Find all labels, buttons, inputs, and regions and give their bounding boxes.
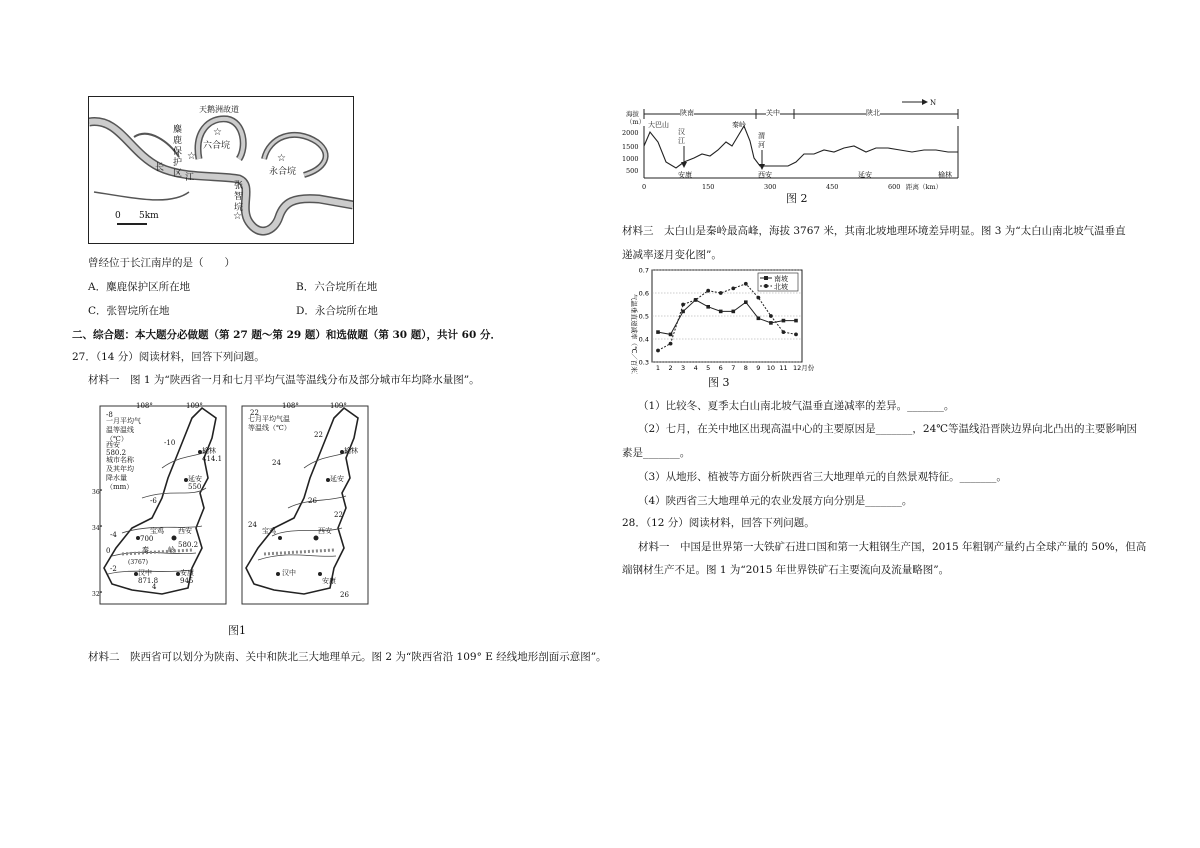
star-icon: ☆ xyxy=(187,151,196,162)
fig3-point-north xyxy=(731,287,735,291)
fig1-jul-iso: 24 xyxy=(272,459,281,467)
fig1-lon-109-r: 109° xyxy=(330,402,347,410)
fig1-jul-iso: 24 xyxy=(248,521,257,529)
fig3-point-south xyxy=(719,310,723,314)
fig2-label-ankang: 安康 xyxy=(678,171,692,179)
fig2-label-weihe: 渭河 xyxy=(758,132,765,149)
fig1-jan-value-yanan: 550 xyxy=(188,483,202,491)
q27-sub2b: 素是_______。 xyxy=(622,447,691,459)
fig3-point-north xyxy=(744,282,748,286)
fig3-point-south xyxy=(782,319,786,323)
fig3-point-south xyxy=(731,310,735,314)
fig3-xtick: 1 xyxy=(655,364,661,372)
fig3-legend-south: 南坡 xyxy=(774,275,788,283)
fig2-label-yulin: 榆林 xyxy=(938,171,952,179)
fig1-jan-iso: 0 xyxy=(106,547,111,555)
fig1-lat-34: 34° xyxy=(92,525,103,532)
fig3-point-south xyxy=(656,330,660,334)
fig3-point-south xyxy=(769,321,773,325)
fig3-point-north xyxy=(681,303,685,307)
fig3-legend-north-marker xyxy=(764,284,768,288)
fig3-point-north xyxy=(769,314,773,318)
fig1-lon-108-r: 108° xyxy=(282,402,299,410)
fig2-xtick-0: 0 xyxy=(642,183,647,191)
river-label-milu: 麋鹿保护区 xyxy=(173,125,183,179)
fig1-jul-city-hanzhong: 汉中 xyxy=(282,569,296,577)
q28-material1b: 端钢材生产不足。图 1 为“2015 年世界铁矿石主要流向及流量略图”。 xyxy=(622,564,950,576)
fig3-xtick: 8 xyxy=(743,364,748,372)
fig3-xtick: 6 xyxy=(718,364,723,372)
fig1-jan-city-yanan: 延安 xyxy=(188,475,202,483)
fig3-svg xyxy=(624,266,814,374)
fig3-series-line-south xyxy=(658,300,796,335)
fig3-xtick: 7 xyxy=(731,364,736,372)
fig2-north: N xyxy=(930,99,937,107)
fig3-xtick: 3 xyxy=(681,364,686,372)
fig3-point-north xyxy=(706,289,710,293)
fig3-point-south xyxy=(706,305,710,309)
fig1-jan-iso: -4 xyxy=(110,531,117,539)
fig3-point-south xyxy=(757,317,761,321)
fig1-jan-value-xian: 580.2 xyxy=(178,541,199,549)
fig1-peak-qin: 秦 xyxy=(142,546,149,554)
fig1-jan-city-xian: 西安 xyxy=(178,527,192,535)
fig3-point-north xyxy=(756,296,760,300)
scale-zero: 0 xyxy=(115,211,121,221)
fig1-lat-32: 32° xyxy=(92,591,103,598)
river-map-figure xyxy=(88,96,354,244)
fig2-xtick-300: 300 xyxy=(764,183,777,191)
fig1-legend-city: 西安 xyxy=(106,441,120,449)
fig2-ytick-2000: 2000 xyxy=(622,129,639,137)
fig1-lat-36: 36° xyxy=(92,489,103,496)
fig3-ytick: 0.3 xyxy=(638,358,649,367)
fig3-point-north xyxy=(669,342,673,346)
fig2-label-xian: 西安 xyxy=(758,171,772,179)
fig3-point-north xyxy=(782,330,786,334)
fig2-ytick-1500: 1500 xyxy=(622,143,639,151)
fig3-point-south xyxy=(794,319,798,323)
q27-sub3: （3）从地形、植被等方面分析陕西省三大地理单元的自然景观特征。_______。 xyxy=(638,471,1007,483)
fig1-city-legend: 城市名称及其年均降水量（mm） xyxy=(106,456,134,491)
q26-stem: 曾经位于长江南岸的是（ ） xyxy=(88,257,235,269)
q27-heading: 27．（14 分）阅读材料，回答下列问题。 xyxy=(72,351,265,363)
q26-option-b[interactable]: B．六合垸所在地 xyxy=(296,281,378,293)
fig1-jul-legend: 七月平均气温等温线（℃） xyxy=(248,415,291,432)
fig3-point-north xyxy=(656,349,660,353)
fig2-ytitle: 海拔（m） xyxy=(626,110,646,126)
fig1-maps xyxy=(92,398,372,608)
scale-bar xyxy=(117,223,147,225)
fig3-ytitle: 气温垂直递减率（℃／百米） xyxy=(630,294,638,374)
fig1-lon-108: 108° xyxy=(136,402,153,410)
fig1-jan-city-yulin: 榆林 xyxy=(202,447,216,455)
fig2-ytick-1000: 1000 xyxy=(622,155,639,163)
fig2-region-guanzhong: 关中 xyxy=(766,106,780,120)
fig2-region-shaanbei: 陕北 xyxy=(866,106,880,120)
fig1-jul-city-yulin: 榆林 xyxy=(344,447,358,455)
fig1-jul-city-ankang: 安康 xyxy=(322,577,336,585)
star-icon: ☆ xyxy=(213,127,222,138)
q27-sub4: （4）陕西省三大地理单元的农业发展方向分别是_______。 xyxy=(638,495,913,507)
fig1-jan-city-hanzhong: 汉中 xyxy=(138,569,152,577)
star-icon: ☆ xyxy=(277,153,286,164)
fig3-xtick: 12月份 xyxy=(793,364,814,372)
fig3-ytick: 0.7 xyxy=(638,266,649,275)
fig1-jan-value-hanzhong: 871.8 xyxy=(138,577,159,585)
fig3-point-north xyxy=(694,298,698,302)
section2-heading: 二、综合题：本大题分必做题（第 27 题～第 29 题）和选做题（第 30 题），共计 60 分． xyxy=(72,329,501,341)
fig2-xtick-450: 450 xyxy=(826,183,839,191)
fig2-xlabel: 距离（km） xyxy=(906,183,943,191)
river-label-zhangzhi: 张智垸 xyxy=(234,181,244,213)
fig3-xtick: 5 xyxy=(706,364,711,372)
fig3-point-north xyxy=(794,333,798,337)
fig1-legend-value: 580.2 xyxy=(106,449,127,457)
fig2-profile xyxy=(622,96,966,204)
fig2-caption: 图 2 xyxy=(786,192,808,205)
fig1-jan-city-baoji: 宝鸡 xyxy=(150,527,164,535)
fig1-jan-city-ankang: 安康 xyxy=(180,569,194,577)
q26-option-d[interactable]: D．永合垸所在地 xyxy=(296,305,378,317)
fig3-ytick: 0.6 xyxy=(638,289,649,298)
star-icon: ☆ xyxy=(233,211,242,222)
fig1-jul-iso: 26 xyxy=(340,591,349,599)
fig3-xtick: 10 xyxy=(766,364,776,372)
fig2-label-dabashan: 大巴山 xyxy=(648,121,669,129)
fig1-jul-city-yanan: 延安 xyxy=(330,475,344,483)
fig3-point-south xyxy=(681,310,685,314)
river-label-yonghe: 永合垸 xyxy=(269,167,297,177)
fig2-xtick-150: 150 xyxy=(702,183,715,191)
q27-material1: 材料一 图 1 为“陕西省一月和七月平均气温等温线分布及部分城市年均降水量图”。 xyxy=(88,374,480,386)
river-map-title: 天鹅洲故道 xyxy=(199,105,239,114)
fig1-jan-value-ankang: 945 xyxy=(180,577,194,585)
fig2-ytick-500: 500 xyxy=(626,167,639,175)
fig3-series-line-north xyxy=(658,284,796,351)
fig3-point-north xyxy=(719,291,723,295)
fig3-caption: 图 3 xyxy=(708,376,730,389)
q27-material3-cont: 递减率逐月变化图”。 xyxy=(622,249,722,261)
q28-material1a: 材料一 中国是世界第一大铁矿石进口国和第一大粗钢生产国，2015 年粗钢产量约占全球产量的 50%，但高 xyxy=(638,541,1147,553)
fig3-xtick: 9 xyxy=(756,364,761,372)
fig1-jan-iso-label: -8 xyxy=(106,411,113,419)
fig1-jan-value-yulin: 414.1 xyxy=(202,455,223,463)
q27-sub1: （1）比较冬、夏季太白山南北坡气温垂直递减率的差异。_______。 xyxy=(638,400,955,412)
fig1-jul-iso: 22 xyxy=(314,431,323,439)
fig1-jul-city-baoji: 宝鸡 xyxy=(262,527,276,535)
q27-sub2a: （2）七月，在关中地区出现高温中心的主要原因是_______，24℃等温线沿晋陕边界向北凸出的主要影响因 xyxy=(638,423,1138,435)
fig1-jul-iso: 22 xyxy=(334,511,343,519)
fig1-peak-alt: (3767) xyxy=(128,559,148,566)
fig1-jul-city-xian: 西安 xyxy=(318,527,332,535)
fig3-xtick: 4 xyxy=(693,364,698,372)
fig1-jan-iso: -6 xyxy=(150,497,157,505)
fig3-point-south xyxy=(744,300,748,304)
fig3-legend-north: 北坡 xyxy=(774,283,788,291)
q26-option-c[interactable]: C．张智垸所在地 xyxy=(88,305,170,317)
fig1-jan-iso: -2 xyxy=(110,565,117,573)
fig1-peak-ling: 岭 xyxy=(168,546,175,554)
fig3-point-south xyxy=(669,333,673,337)
fig3-chart xyxy=(624,266,814,390)
fig1-jan-iso: 4 xyxy=(152,583,157,591)
fig2-label-hanjiang: 汉江 xyxy=(678,128,685,145)
river-label-jiang: 江 xyxy=(185,173,195,183)
fig2-label-qinling: 秦岭 xyxy=(732,121,746,129)
scale-5km: 5km xyxy=(139,211,159,221)
fig1-jan-iso: -10 xyxy=(164,439,176,447)
river-label-liuhe: 六合垸 xyxy=(203,141,231,151)
fig1-jan-value-baoji: 700 xyxy=(140,535,154,543)
river-label-chang: 长 xyxy=(155,163,165,173)
q28-heading: 28．（12 分）阅读材料，回答下列问题。 xyxy=(622,517,815,529)
fig1-caption: 图1 xyxy=(228,624,246,637)
fig1-jul-iso: 26 xyxy=(308,497,317,505)
fig2-region-shaannan: 陕南 xyxy=(680,106,694,120)
q26-option-a[interactable]: A．麋鹿保护区所在地 xyxy=(88,281,191,293)
river-map xyxy=(89,97,353,243)
fig3-ytick: 0.4 xyxy=(638,335,649,344)
fig1-jul-iso: 22 xyxy=(250,409,259,417)
fig3-xtick: 2 xyxy=(668,364,673,372)
q27-material2: 材料二 陕西省可以划分为陕南、关中和陕北三大地理单元。图 2 为“陕西省沿 109° E 经线地形剖面示意图”。 xyxy=(88,651,607,663)
fig3-xtick: 11 xyxy=(779,364,788,372)
fig3-legend-south-marker xyxy=(764,276,768,280)
fig1-lon-109: 109° xyxy=(186,402,203,410)
fig2-label-yanan: 延安 xyxy=(858,171,872,179)
fig1-jan-legend: 一月平均气温等温线（℃） xyxy=(106,417,141,443)
fig2-xtick-600: 600 xyxy=(888,183,901,191)
q27-material3: 材料三 太白山是秦岭最高峰，海拔 3767 米，其南北坡地理环境差异明显。图 3 为“太白山南北坡气温垂直 xyxy=(622,225,1126,237)
fig3-ytick: 0.5 xyxy=(638,312,649,321)
